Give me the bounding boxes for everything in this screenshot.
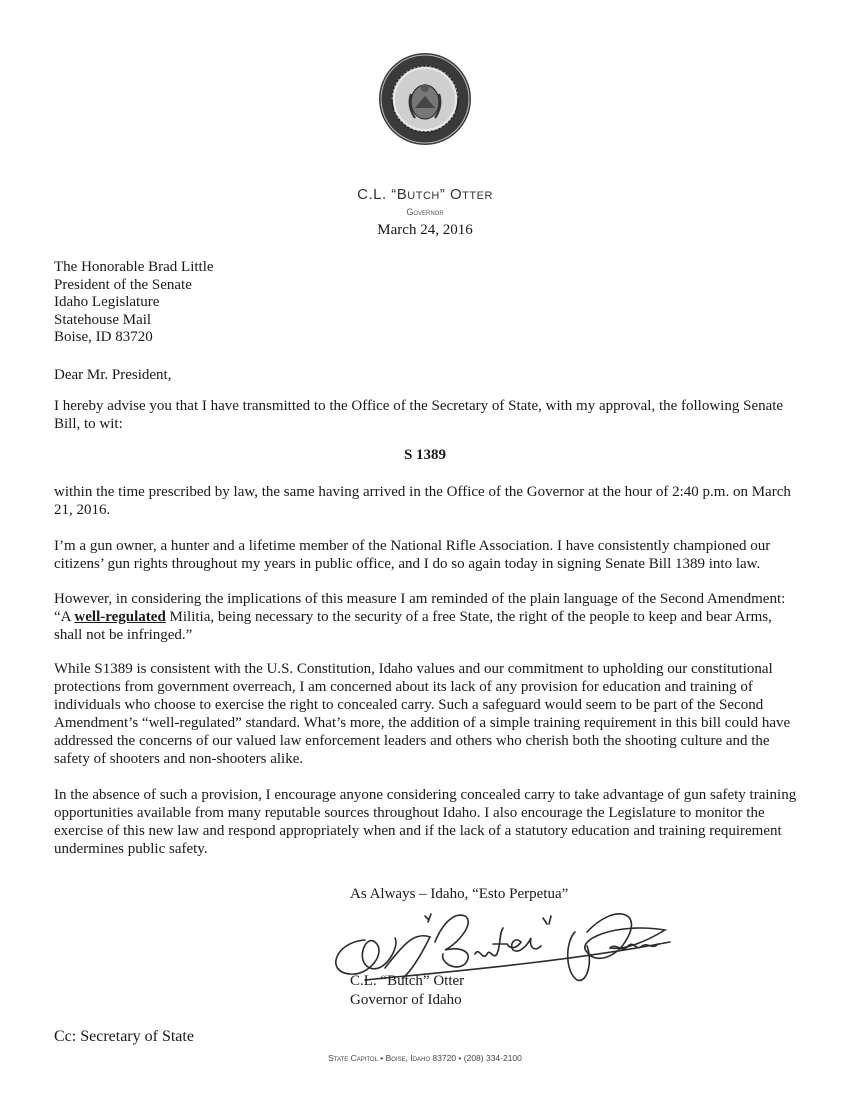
state-seal-icon [378, 52, 472, 146]
paragraph-arrival-time: within the time prescribed by law, the same having arrived in the Office of the Governor at the hour of 2:40 p.m. on March 21, 2016. [54, 484, 791, 518]
salutation: Dear Mr. President, [54, 367, 172, 383]
paragraph-gun-owner: I’m a gun owner, a hunter and a lifetime member of the National Rifle Association. I have consistently championed our citizens’ gun rights throughout my years in public office, and I do so again today in signing Senate Bill 1389 into law. [54, 538, 771, 572]
address-line: President of the Senate [54, 276, 192, 293]
amendment-text-before: However, in considering the implications of this measure I am reminded of the plain language of the Second Amendment: “A [54, 591, 786, 625]
governor-title-heading: Governor [406, 207, 444, 217]
letter-date: March 24, 2016 [377, 222, 473, 238]
well-regulated-emphasis: well-regulated [74, 609, 166, 625]
amendment-text-after: Militia, being necessary to the security of a free State, the right of the people to keep and bear Arms, shall not be infringed.” [54, 609, 772, 643]
signatory-name: C.L. “Butch” Otter [350, 973, 465, 989]
address-line: Idaho Legislature [54, 294, 160, 311]
cc-line: Cc: Secretary of State [54, 1028, 194, 1045]
paragraph-second-amendment [54, 590, 799, 644]
governor-name-heading: C.L. “Butch” Otter [357, 186, 493, 203]
closing-phrase: As Always – Idaho, “Esto Perpetua” [350, 886, 569, 902]
paragraph-encouragement: In the absence of such a provision, I encourage anyone considering concealed carry to take advantage of gun safety training opportunities available from many reputable sources throughout Idaho. I also encourage the Legislature to monitor the exercise of this new law and respond appropriately when and if the lack of a statutory education and training requirement undermines public safety. [54, 787, 797, 857]
address-line: Boise, ID 83720 [54, 329, 153, 346]
address-line: The Honorable Brad Little [54, 259, 214, 275]
address-line: Statehouse Mail [54, 311, 152, 328]
paragraph-transmittal: I hereby advise you that I have transmitted to the Office of the Secretary of State, with my approval, the following Senate Bill, to wit: [54, 398, 784, 432]
signatory-title: Governor of Idaho [350, 992, 462, 1008]
footer-address: State Capitol • Boise, Idaho 83720 • (208) 334-2100 [328, 1053, 522, 1063]
bill-number: S 1389 [403, 447, 447, 463]
paragraph-concern: While S1389 is consistent with the U.S. Constitution, Idaho values and our commitment to upholding our constitutional protections from government overreach, I am concerned about its lack of any provision for education and training of individuals who choose to exercise the right to concealed carry. Such a safeguard would seem to be part of the Second Amendment’s “well-regulated” standard. What’s more, the addition of a simple training requirement in this bill could have addressed the concerns of our valued law enforcement leaders and others who cherish both the shooting culture and the safety of shooters and non-shooters alike. [54, 661, 791, 767]
recipient-address [54, 259, 214, 347]
